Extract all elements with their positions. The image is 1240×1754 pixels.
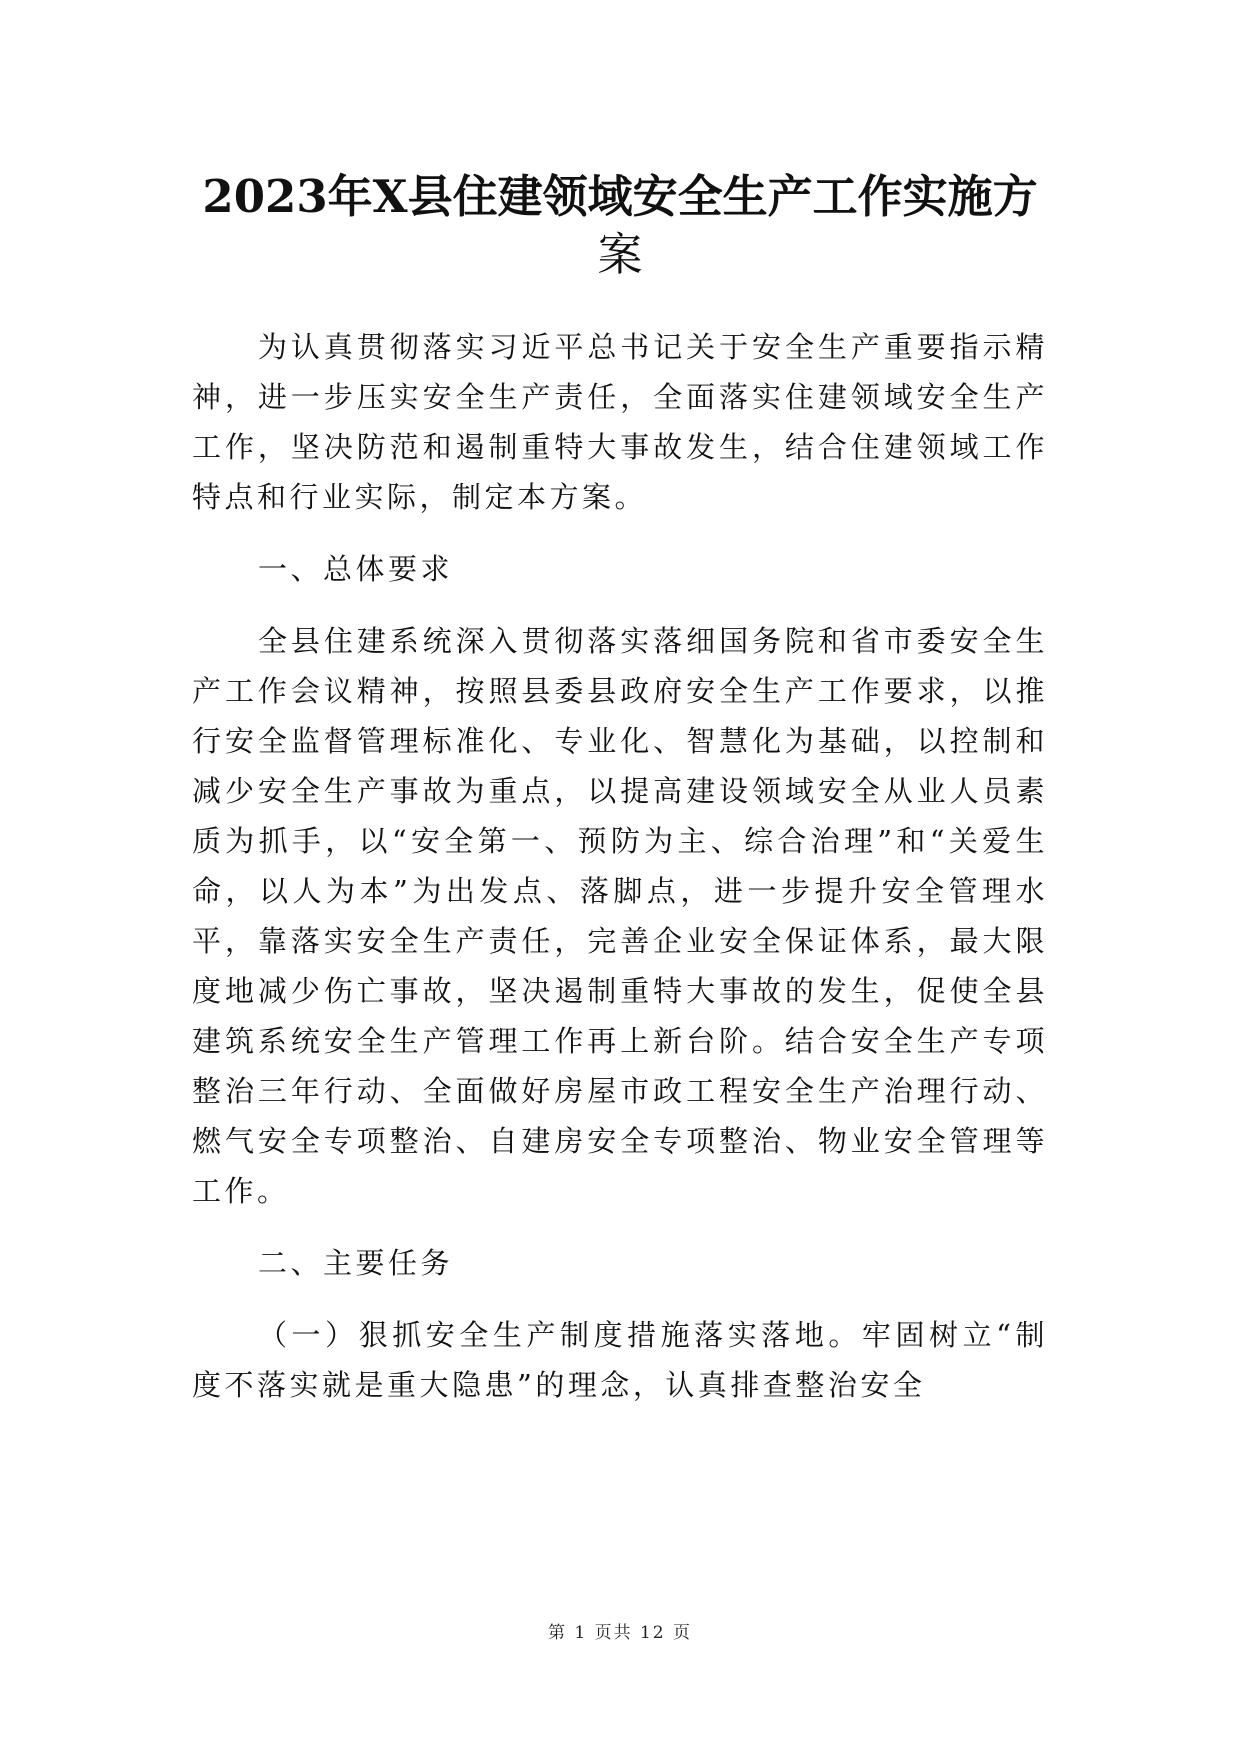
title-line-1: 2023年X县住建领域安全生产工作实施方 bbox=[202, 170, 1038, 223]
section-1-paragraph: 全县住建系统深入贯彻落实落细国务院和省市委安全生产工作会议精神，按照县委县政府安全生产工作要求，以推行安全监督管理标准化、专业化、智慧化为基础，以控制和减少安全生产事故为重点，以提高建设领域安全从业人员素质为抓手，以“安全第一、预防为主、综合治理”和“关爱生命，以人为本”为出发点、落脚点，进一步提升安全管理水平，靠落实安全生产责任，完善企业安全保证体系，最大限度地减少伤亡事故，坚决遏制重特大事故的发生，促使全县建筑系统安全生产管理工作再上新台阶。结合安全生产专项整治三年行动、全面做好房屋市政工程安全生产治理行动、燃气安全专项整治、自建房安全专项整治、物业安全管理等工作。 bbox=[192, 624, 1048, 1208]
document-title bbox=[150, 168, 1090, 284]
page-number-footer: 第 1 页共 12 页 bbox=[547, 1623, 693, 1643]
section-2-heading: 二、主要任务 bbox=[258, 1246, 454, 1280]
section-2-item-1: （一）狠抓安全生产制度措施落实落地。牢固树立“制度不落实就是重大隐患”的理念，认真排查整治安全 bbox=[192, 1318, 1048, 1402]
section-1-heading: 一、总体要求 bbox=[258, 552, 454, 586]
intro-paragraph: 为认真贯彻落实习近平总书记关于安全生产重要指示精神，进一步压实安全生产责任，全面落实住建领域安全生产工作，坚决防范和遏制重特大事故发生，结合住建领域工作特点和行业实际，制定本方案。 bbox=[192, 330, 1048, 514]
title-line-2: 案 bbox=[597, 228, 643, 281]
document-body bbox=[192, 322, 1048, 1410]
